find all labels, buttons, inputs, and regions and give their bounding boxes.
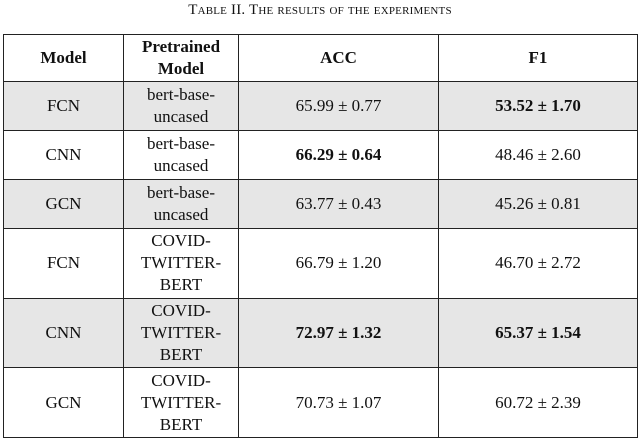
header-acc: ACC	[239, 35, 439, 82]
table-caption: Table II. The results of the experiments	[188, 2, 452, 18]
cell-f1: 45.26 ± 0.81	[439, 179, 638, 228]
table-row	[4, 179, 638, 228]
table-row	[4, 82, 638, 131]
table-header-row	[4, 35, 638, 82]
cell-pretrained-model: COVID- TWITTER- BERT	[124, 368, 239, 438]
table-row	[4, 228, 638, 298]
cell-pretrained-model: COVID- TWITTER- BERT	[124, 228, 239, 298]
cell-f1: 65.37 ± 1.54	[439, 298, 638, 368]
table-row	[4, 298, 638, 368]
cell-model: CNN	[4, 130, 124, 179]
cell-model: FCN	[4, 82, 124, 131]
cell-acc: 63.77 ± 0.43	[239, 179, 439, 228]
header-model: Model	[4, 35, 124, 82]
cell-acc: 66.79 ± 1.20	[239, 228, 439, 298]
table-row	[4, 130, 638, 179]
cell-pretrained-model: bert-base- uncased	[124, 130, 239, 179]
cell-f1: 60.72 ± 2.39	[439, 368, 638, 438]
cell-f1: 48.46 ± 2.60	[439, 130, 638, 179]
cell-model: GCN	[4, 179, 124, 228]
cell-acc: 72.97 ± 1.32	[239, 298, 439, 368]
cell-f1: 53.52 ± 1.70	[439, 82, 638, 131]
cell-pretrained-model: COVID- TWITTER- BERT	[124, 298, 239, 368]
results-table	[3, 34, 638, 438]
header-f1: F1	[439, 35, 638, 82]
table-row	[4, 368, 638, 438]
cell-f1: 46.70 ± 2.72	[439, 228, 638, 298]
cell-pretrained-model: bert-base- uncased	[124, 82, 239, 131]
cell-acc: 65.99 ± 0.77	[239, 82, 439, 131]
cell-acc: 70.73 ± 1.07	[239, 368, 439, 438]
header-pretrained-model: Pretrained Model	[124, 35, 239, 82]
cell-model: GCN	[4, 368, 124, 438]
cell-model: CNN	[4, 298, 124, 368]
cell-pretrained-model: bert-base- uncased	[124, 179, 239, 228]
cell-acc: 66.29 ± 0.64	[239, 130, 439, 179]
cell-model: FCN	[4, 228, 124, 298]
